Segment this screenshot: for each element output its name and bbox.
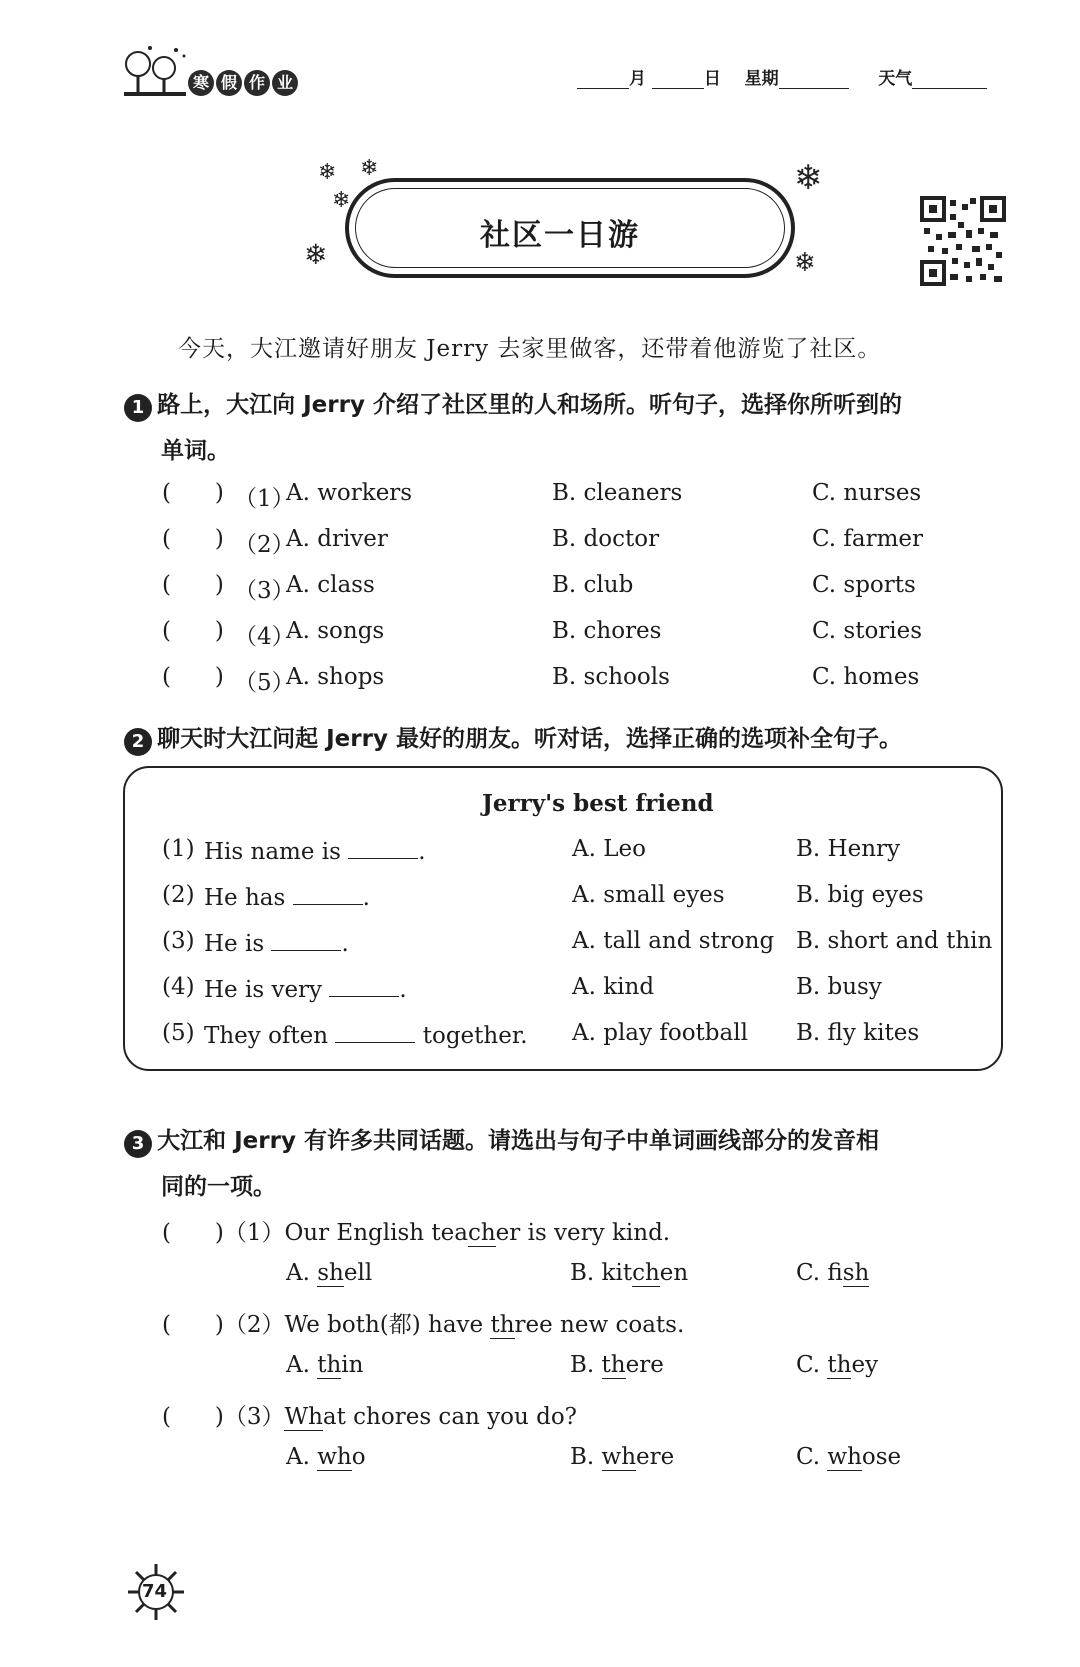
option-b-underline: ch <box>632 1260 660 1286</box>
snowflake-icon: ❄ <box>318 160 337 185</box>
question-number: (2) <box>162 882 195 908</box>
sentence-pre: He is very <box>204 977 323 1003</box>
answer-bracket[interactable]: ( ) <box>162 664 224 690</box>
option-b <box>570 1260 688 1286</box>
s3-options-row <box>286 1260 986 1290</box>
option-a: A. kind <box>572 974 655 1000</box>
sentence-pre: His name is <box>204 839 341 865</box>
month-label: 月 <box>629 69 646 89</box>
s1-question-row <box>162 664 1042 694</box>
underlined-part: Wh <box>284 1404 323 1430</box>
s2-question-row <box>162 974 1012 1004</box>
intro-text: 今天，大江邀请好朋友 Jerry 去家里做客，还带着他游览了社区。 <box>178 336 882 362</box>
option-c <box>796 1352 878 1378</box>
answer-bracket[interactable]: ( ) <box>162 480 224 506</box>
option-b-underline: wh <box>601 1444 637 1470</box>
option-c: C. sports <box>812 572 916 598</box>
option-c: C. stories <box>812 618 923 644</box>
option-b: B. cleaners <box>552 480 683 506</box>
option-b-post: en <box>659 1260 689 1286</box>
fill-blank[interactable] <box>271 928 341 951</box>
s1-question-row <box>162 480 1042 510</box>
option-a: A. Leo <box>572 836 646 862</box>
question-number: （2） <box>234 532 295 558</box>
s2-question-row <box>162 1020 1012 1050</box>
question-number: （2） <box>223 1312 285 1338</box>
sentence <box>204 1020 528 1049</box>
sentence-pre: Our English tea <box>284 1220 468 1246</box>
sentence-post: together. <box>422 1023 528 1049</box>
option-c <box>796 1444 901 1470</box>
option-c-post: ey <box>851 1352 879 1378</box>
snowflake-icon: ❄ <box>332 188 351 213</box>
section-3-heading <box>124 1122 879 1158</box>
option-a: A. workers <box>286 480 413 506</box>
section-2-heading <box>124 720 902 756</box>
sentence-pre: He is <box>204 931 265 957</box>
s3-question-row <box>162 1398 577 1431</box>
option-c-pre: C. <box>796 1352 828 1378</box>
sentence-post: er is very kind. <box>495 1220 671 1246</box>
page-number-badge <box>126 1562 186 1622</box>
sentence-post: at chores can you do? <box>322 1404 578 1430</box>
underlined-part: ch <box>467 1220 496 1246</box>
s1-question-row <box>162 572 1042 602</box>
day-blank[interactable] <box>652 88 704 89</box>
s2-question-row <box>162 836 1012 866</box>
series-title-char: 作 <box>244 70 270 96</box>
tree-icon <box>120 42 190 102</box>
lesson-title: 社区一日游 <box>480 218 640 253</box>
option-a-pre: A. <box>286 1260 318 1286</box>
section-3-number: 3 <box>124 1130 152 1158</box>
option-a-pre: A. <box>286 1444 318 1470</box>
weather-label: 天气 <box>878 69 913 89</box>
option-b: B. chores <box>552 618 662 644</box>
fill-blank[interactable] <box>348 836 418 859</box>
answer-bracket[interactable]: ( ) <box>162 1220 224 1246</box>
s3-options-row <box>286 1444 986 1474</box>
answer-bracket[interactable]: ( ) <box>162 1404 224 1430</box>
snowflake-icon: ❄ <box>304 238 328 271</box>
s1-question-row <box>162 526 1042 556</box>
option-a: A. shops <box>286 664 385 690</box>
option-b: B. doctor <box>552 526 660 552</box>
option-b-underline: th <box>601 1352 626 1378</box>
s3-question-row <box>162 1306 684 1339</box>
option-c-pre: C. <box>796 1444 828 1470</box>
section-1-heading <box>124 386 902 422</box>
sentence <box>204 836 426 865</box>
sentence-pre: We both(都) have <box>284 1312 491 1338</box>
section-2-number: 2 <box>124 728 152 756</box>
snowflake-icon: ❄ <box>794 158 823 198</box>
section-3-instruction: 大江和 Jerry 有许多共同话题。请选出与句子中单词画线部分的发音相 <box>157 1128 879 1154</box>
option-b: B. club <box>552 572 634 598</box>
weekday-label: 星期 <box>744 69 779 89</box>
question-number: (3) <box>162 928 195 954</box>
option-a <box>286 1444 366 1470</box>
option-a-post: o <box>351 1444 366 1470</box>
snowflake-icon: ❄ <box>360 156 379 181</box>
weekday-blank[interactable] <box>779 88 849 89</box>
option-c: C. homes <box>812 664 920 690</box>
option-c-underline: th <box>827 1352 852 1378</box>
s2-question-row <box>162 928 1012 958</box>
sentence-post: . <box>362 885 370 911</box>
question-number: （3） <box>234 578 295 604</box>
option-c-underline: wh <box>827 1444 862 1470</box>
option-a <box>286 1352 363 1378</box>
qr-code-icon <box>920 196 1006 286</box>
answer-bracket[interactable]: ( ) <box>162 1312 224 1338</box>
section-1-instruction: 路上，大江向 Jerry 介绍了社区里的人和场所。听句子，选择你所听到的 <box>157 392 902 418</box>
series-logo <box>120 42 190 106</box>
option-a-underline: wh <box>317 1444 352 1470</box>
question-number: （5） <box>234 670 295 696</box>
day-label: 日 <box>703 69 721 89</box>
page-number: 74 <box>142 1581 168 1602</box>
option-b <box>570 1444 674 1470</box>
underlined-part: th <box>490 1312 515 1338</box>
option-a-post: in <box>341 1352 364 1378</box>
option-a-underline: th <box>317 1352 342 1378</box>
sentence-post: . <box>399 977 407 1003</box>
option-b-post: ere <box>636 1444 675 1470</box>
sentence <box>204 882 370 911</box>
box-title: Jerry's best friend <box>482 790 714 817</box>
series-title-char: 假 <box>216 70 242 96</box>
option-b: B. busy <box>796 974 882 1000</box>
option-b: B. fly kites <box>796 1020 920 1046</box>
question-number: (4) <box>162 974 195 1000</box>
question-number: （1） <box>234 486 295 512</box>
section-1-instruction-cont: 单词。 <box>161 438 230 464</box>
s3-question-row <box>162 1214 670 1247</box>
option-a-post: ell <box>343 1260 373 1286</box>
option-c-pre: C. fi <box>796 1260 843 1286</box>
option-a: A. play football <box>572 1020 748 1046</box>
option-c <box>796 1260 869 1286</box>
option-a-underline: sh <box>317 1260 344 1286</box>
option-a: A. small eyes <box>572 882 725 908</box>
series-title-char: 寒 <box>188 70 214 96</box>
option-a-pre: A. <box>286 1352 318 1378</box>
answer-bracket[interactable]: ( ) <box>162 572 224 598</box>
option-c-post: ose <box>861 1444 902 1470</box>
option-c-underline: sh <box>842 1260 870 1286</box>
question-number: (1) <box>162 836 195 862</box>
answer-bracket[interactable]: ( ) <box>162 618 224 644</box>
question-number: （4） <box>234 624 295 650</box>
series-title-char: 业 <box>272 70 298 96</box>
option-a <box>286 1260 372 1286</box>
month-blank[interactable] <box>577 88 629 89</box>
section-3-instruction-cont: 同的一项。 <box>161 1174 276 1200</box>
sentence <box>204 974 407 1003</box>
option-b: B. big eyes <box>796 882 924 908</box>
series-title <box>188 70 300 96</box>
option-b: B. short and thin <box>796 928 993 954</box>
question-number: （1） <box>223 1220 285 1246</box>
sentence <box>204 928 349 957</box>
fill-blank[interactable] <box>335 1020 415 1043</box>
option-a: A. class <box>286 572 375 598</box>
fill-blank[interactable] <box>293 882 363 905</box>
date-line <box>577 64 987 89</box>
option-b: B. Henry <box>796 836 900 862</box>
sentence-pre: They often <box>204 1023 329 1049</box>
s1-question-row <box>162 618 1042 648</box>
section-2-instruction: 聊天时大江问起 Jerry 最好的朋友。听对话，选择正确的选项补全句子。 <box>157 726 902 752</box>
option-b-pre: B. <box>570 1444 602 1470</box>
snowflake-icon: ❄ <box>794 248 816 278</box>
option-a: A. driver <box>286 526 388 552</box>
option-a: A. songs <box>286 618 385 644</box>
s2-question-row <box>162 882 1012 912</box>
question-number: (5) <box>162 1020 195 1046</box>
option-c: C. farmer <box>812 526 924 552</box>
sentence-post: . <box>418 839 426 865</box>
sentence-post: . <box>341 931 349 957</box>
option-c: C. nurses <box>812 480 922 506</box>
option-a: A. tall and strong <box>572 928 775 954</box>
section-1-number: 1 <box>124 394 152 422</box>
weather-blank[interactable] <box>912 88 987 89</box>
sentence-post: ree new coats. <box>514 1312 685 1338</box>
s3-options-row <box>286 1352 986 1382</box>
option-b <box>570 1352 664 1378</box>
answer-bracket[interactable]: ( ) <box>162 526 224 552</box>
option-b-pre: B. <box>570 1352 602 1378</box>
option-b-pre: B. kit <box>570 1260 633 1286</box>
option-b: B. schools <box>552 664 670 690</box>
qr-code[interactable] <box>920 196 1006 290</box>
fill-blank[interactable] <box>329 974 399 997</box>
sentence-pre: He has <box>204 885 286 911</box>
question-number: （3） <box>223 1404 285 1430</box>
option-b-post: ere <box>625 1352 664 1378</box>
